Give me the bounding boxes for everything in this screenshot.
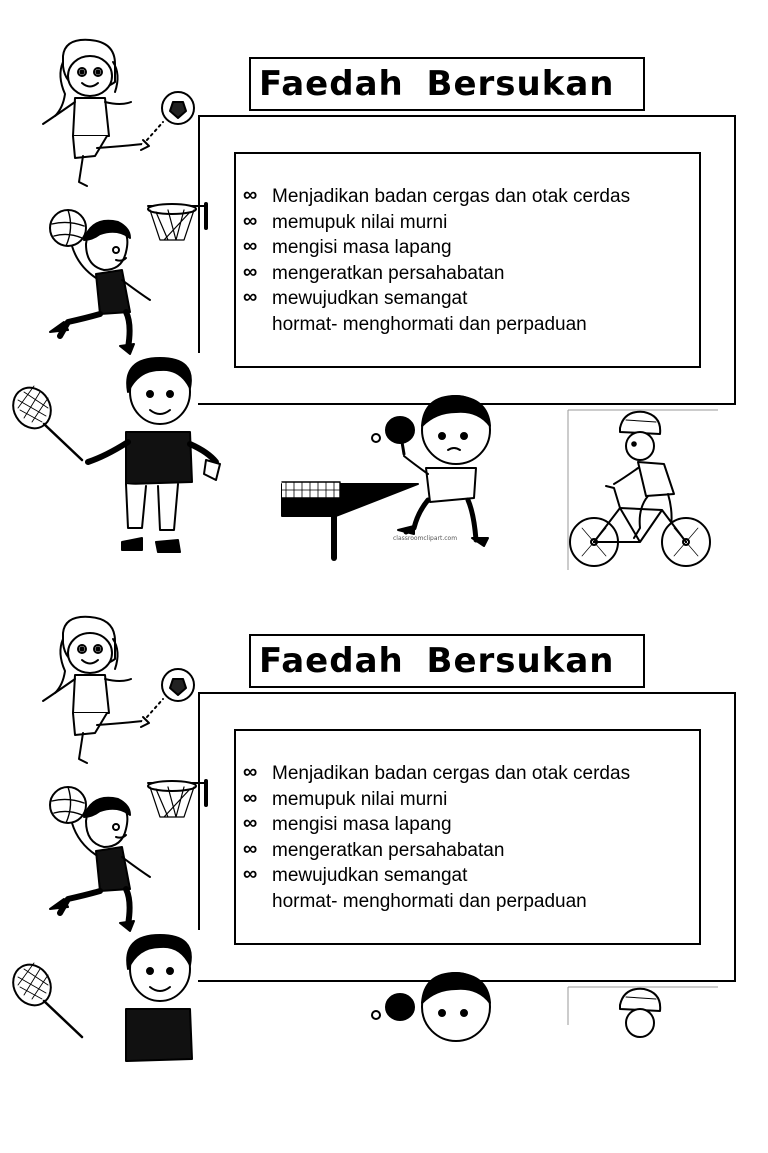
soccer-player-illustration (35, 36, 200, 196)
title-box (249, 57, 645, 111)
list-item: ∞ mewujudkan semangat (243, 863, 468, 887)
page-title: Faedah Bersukan (259, 641, 615, 681)
list-item-continuation: hormat- menghormati dan perpaduan (272, 313, 587, 335)
worksheet-section-2 (0, 577, 768, 1153)
list-item: ∞ mengisi masa lapang (243, 235, 452, 259)
infinity-bullet-icon: ∞ (243, 863, 258, 886)
basketball-player-illustration (38, 200, 213, 360)
badminton-player-illustration (10, 352, 225, 562)
list-item: ∞ memupuk nilai murni (243, 209, 448, 233)
clipart-watermark: classroomclipart.com (393, 535, 458, 542)
outer-frame-left-edge (198, 115, 200, 353)
benefits-list (243, 761, 693, 915)
page-title: Faedah Bersukan (259, 64, 615, 104)
basketball-player-illustration (38, 777, 213, 937)
cyclist-illustration (568, 985, 718, 1025)
infinity-bullet-icon: ∞ (243, 812, 258, 835)
cyclist-illustration (568, 408, 718, 572)
infinity-bullet-icon: ∞ (243, 761, 258, 783)
table-tennis-player-illustration (278, 392, 498, 562)
infinity-bullet-icon: ∞ (243, 837, 258, 860)
outer-frame-left-edge (198, 692, 200, 930)
soccer-player-illustration (35, 613, 200, 773)
infinity-bullet-icon: ∞ (243, 209, 258, 232)
list-item: ∞ mengeratkan persahabatan (243, 837, 505, 861)
infinity-bullet-icon: ∞ (243, 235, 258, 258)
list-item: ∞ mengeratkan persahabatan (243, 260, 505, 284)
infinity-bullet-icon: ∞ (243, 260, 258, 283)
list-item: ∞ Menjadikan badan cergas dan otak cerdas (243, 184, 631, 207)
infinity-bullet-icon: ∞ (243, 786, 258, 809)
infinity-bullet-icon: ∞ (243, 286, 258, 309)
benefits-list (243, 184, 693, 338)
badminton-player-illustration (10, 929, 225, 1024)
title-box (249, 634, 645, 688)
list-item: ∞ memupuk nilai murni (243, 786, 448, 810)
infinity-bullet-icon: ∞ (243, 184, 258, 206)
list-item: ∞ mewujudkan semangat (243, 286, 468, 310)
worksheet-section-1 (0, 0, 768, 576)
list-item: ∞ Menjadikan badan cergas dan otak cerdas (243, 761, 631, 784)
list-item: ∞ mengisi masa lapang (243, 812, 452, 836)
list-item-continuation: hormat- menghormati dan perpaduan (272, 890, 587, 912)
